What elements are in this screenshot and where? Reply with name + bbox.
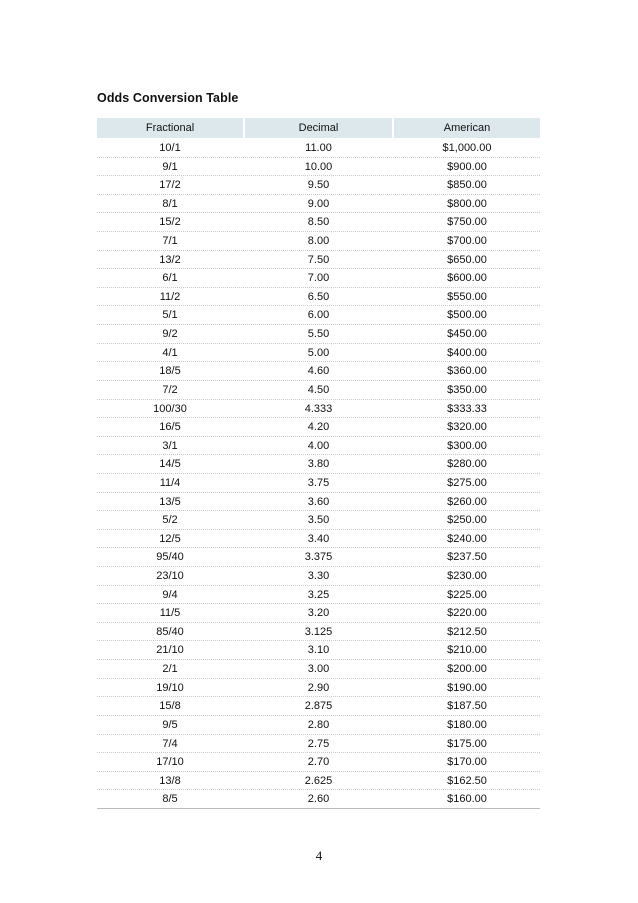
cell-fractional: 21/10 (156, 644, 184, 657)
cell-american: $180.00 (447, 718, 487, 731)
cell-decimal: 2.875 (304, 700, 333, 713)
table-row (97, 548, 540, 567)
cell-fractional: 2/1 (162, 663, 178, 676)
cell-american: $230.00 (447, 570, 487, 583)
cell-american: $450.00 (447, 328, 487, 341)
cell-fractional: 17/10 (156, 756, 184, 769)
cell-american: $700.00 (447, 235, 487, 248)
table-row (97, 251, 540, 270)
cell-decimal: 2.80 (307, 718, 330, 731)
cell-fractional: 8/5 (162, 793, 178, 806)
cell-american: $200.00 (447, 663, 487, 676)
table-row (97, 735, 540, 754)
cell-decimal: 2.70 (307, 756, 330, 769)
cell-decimal: 5.50 (307, 328, 330, 341)
table-row (97, 716, 540, 735)
cell-american: $800.00 (447, 197, 487, 210)
cell-american: $175.00 (447, 737, 487, 750)
cell-decimal: 7.00 (307, 272, 330, 285)
cell-american: $500.00 (447, 309, 487, 322)
table-row (97, 772, 540, 791)
cell-fractional: 18/5 (159, 365, 181, 378)
cell-fractional: 6/1 (162, 272, 178, 285)
table-row (97, 213, 540, 232)
table-row (97, 567, 540, 586)
table-row (97, 753, 540, 772)
header-decimal: Decimal (243, 118, 392, 138)
table-row (97, 679, 540, 698)
cell-american: $280.00 (447, 458, 487, 471)
cell-american: $212.50 (447, 625, 487, 638)
cell-fractional: 9/2 (162, 328, 178, 341)
cell-decimal: 9.50 (307, 179, 330, 192)
table-row (97, 437, 540, 456)
table-body (97, 139, 540, 809)
table-row (97, 493, 540, 512)
cell-decimal: 3.10 (307, 644, 330, 657)
cell-american: $300.00 (447, 439, 487, 452)
table-row (97, 530, 540, 549)
cell-american: $170.00 (447, 756, 487, 769)
cell-decimal: 4.333 (304, 402, 333, 415)
table-row (97, 288, 540, 307)
cell-fractional: 95/40 (156, 551, 184, 564)
cell-fractional: 16/5 (159, 421, 181, 434)
table-row (97, 790, 540, 809)
cell-decimal: 3.80 (307, 458, 330, 471)
cell-fractional: 13/8 (159, 774, 181, 787)
cell-decimal: 8.00 (307, 235, 330, 248)
cell-decimal: 2.90 (307, 681, 330, 694)
cell-decimal: 3.375 (304, 551, 333, 564)
cell-decimal: 2.60 (307, 793, 330, 806)
cell-american: $550.00 (447, 290, 487, 303)
cell-decimal: 9.00 (307, 197, 330, 210)
table-row (97, 474, 540, 493)
table-row (97, 660, 540, 679)
cell-fractional: 9/5 (162, 718, 178, 731)
cell-american: $900.00 (447, 160, 487, 173)
cell-decimal: 3.125 (304, 625, 333, 638)
cell-american: $240.00 (447, 532, 487, 545)
cell-american: $360.00 (447, 365, 487, 378)
page-title: Odds Conversion Table (97, 91, 239, 105)
cell-decimal: 7.50 (307, 253, 330, 266)
cell-american: $210.00 (447, 644, 487, 657)
table-row (97, 176, 540, 195)
header-fractional: Fractional (97, 118, 243, 138)
cell-american: $220.00 (447, 607, 487, 620)
cell-fractional: 11/4 (159, 476, 181, 489)
cell-decimal: 3.30 (307, 570, 330, 583)
table-row (97, 623, 540, 642)
table-row (97, 139, 540, 158)
table-row (97, 697, 540, 716)
cell-fractional: 11/2 (159, 290, 181, 303)
cell-decimal: 4.60 (307, 365, 330, 378)
cell-decimal: 4.50 (307, 383, 330, 396)
cell-fractional: 100/30 (153, 402, 187, 415)
cell-decimal: 3.60 (307, 495, 330, 508)
cell-fractional: 14/5 (159, 458, 181, 471)
cell-fractional: 13/2 (159, 253, 181, 266)
header-american: American (392, 118, 540, 138)
cell-american: $260.00 (447, 495, 487, 508)
cell-fractional: 7/1 (162, 235, 178, 248)
table-row (97, 511, 540, 530)
cell-fractional: 7/4 (162, 737, 178, 750)
page-number: 4 (315, 848, 323, 863)
table-row (97, 269, 540, 288)
cell-american: $350.00 (447, 383, 487, 396)
table-row (97, 381, 540, 400)
table-row (97, 344, 540, 363)
cell-american: $1,000.00 (442, 142, 492, 154)
cell-american: $190.00 (447, 681, 487, 694)
cell-fractional: 10/1 (159, 142, 181, 154)
cell-american: $250.00 (447, 514, 487, 527)
cell-decimal: 5.00 (307, 346, 330, 359)
table-row (97, 362, 540, 381)
cell-american: $850.00 (447, 179, 487, 192)
cell-decimal: 10.00 (304, 160, 333, 173)
cell-american: $400.00 (447, 346, 487, 359)
cell-decimal: 2.75 (307, 737, 330, 750)
cell-fractional: 13/5 (159, 495, 181, 508)
cell-decimal: 3.75 (307, 476, 330, 489)
cell-american: $320.00 (447, 421, 487, 434)
table-row (97, 195, 540, 214)
table-row (97, 604, 540, 623)
odds-conversion-table (97, 118, 540, 809)
cell-american: $650.00 (447, 253, 487, 266)
table-row (97, 418, 540, 437)
cell-decimal: 2.625 (304, 774, 333, 787)
table-row (97, 586, 540, 605)
cell-american: $600.00 (447, 272, 487, 285)
cell-fractional: 7/2 (162, 383, 178, 396)
cell-fractional: 23/10 (156, 570, 184, 583)
cell-fractional: 9/4 (162, 588, 178, 601)
cell-fractional: 11/5 (159, 607, 181, 620)
cell-decimal: 3.20 (307, 607, 330, 620)
table-header (97, 118, 540, 138)
table-row (97, 306, 540, 325)
cell-fractional: 8/1 (162, 197, 178, 210)
cell-american: $750.00 (447, 216, 487, 229)
cell-fractional: 5/2 (162, 514, 178, 527)
cell-american: $187.50 (447, 700, 487, 713)
cell-american: $162.50 (447, 774, 487, 787)
cell-decimal: 4.20 (307, 421, 330, 434)
table-row (97, 400, 540, 419)
cell-fractional: 5/1 (162, 309, 178, 322)
table-row (97, 232, 540, 251)
cell-american: $275.00 (447, 476, 487, 489)
cell-fractional: 9/1 (162, 160, 178, 173)
cell-fractional: 3/1 (162, 439, 178, 452)
cell-fractional: 17/2 (159, 179, 181, 192)
cell-decimal: 4.00 (307, 439, 330, 452)
cell-decimal: 3.25 (307, 588, 330, 601)
cell-decimal: 8.50 (307, 216, 330, 229)
cell-decimal: 6.00 (307, 309, 330, 322)
cell-fractional: 4/1 (162, 346, 178, 359)
cell-decimal: 11.00 (305, 142, 332, 154)
cell-american: $333.33 (447, 402, 487, 415)
table-row (97, 455, 540, 474)
table-row (97, 158, 540, 177)
cell-decimal: 3.40 (307, 532, 330, 545)
cell-american: $225.00 (447, 588, 487, 601)
table-row (97, 325, 540, 344)
cell-decimal: 3.50 (307, 514, 330, 527)
cell-american: $160.00 (447, 793, 487, 806)
table-row (97, 641, 540, 660)
cell-fractional: 12/5 (159, 532, 181, 545)
cell-decimal: 3.00 (307, 663, 330, 676)
cell-american: $237.50 (447, 551, 487, 564)
cell-fractional: 15/2 (159, 216, 181, 229)
cell-decimal: 6.50 (307, 290, 330, 303)
cell-fractional: 85/40 (156, 625, 184, 638)
cell-fractional: 15/8 (159, 700, 181, 713)
cell-fractional: 19/10 (156, 681, 184, 694)
